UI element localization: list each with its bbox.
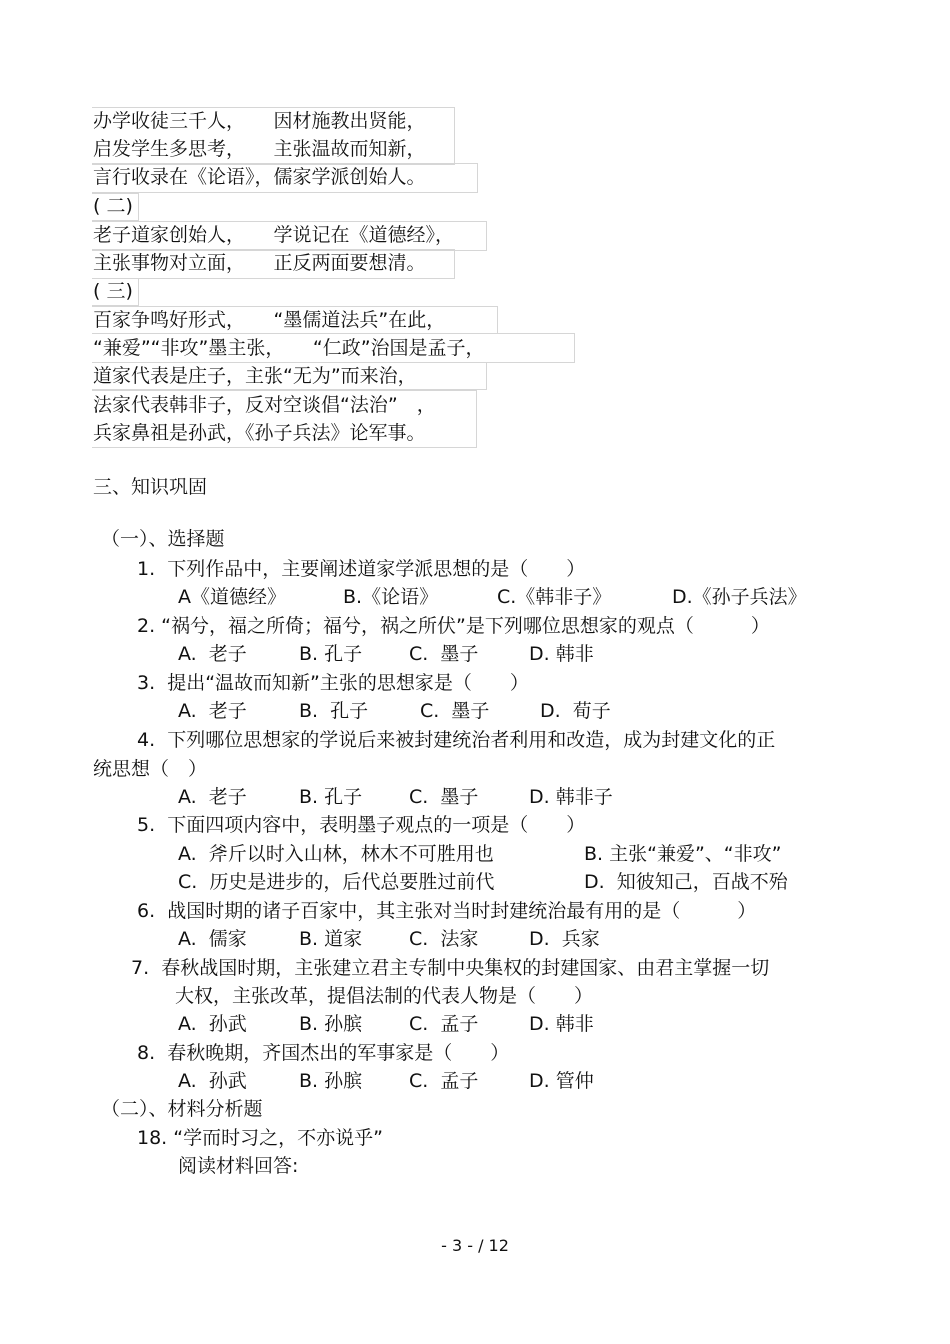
option-d: D. 知彼知己，百战不殆 (584, 871, 788, 893)
question-5: 5. 下面四项内容中，表明墨子观点的一项是（ ） (137, 814, 586, 836)
poem-line: 兵家鼻祖是孙武，《孙子兵法》论军事。 (93, 422, 426, 444)
option-a: A. 孙武 (178, 1013, 247, 1035)
question-7: 7. 春秋战国时期，主张建立君主专制中央集权的封建国家、由君主掌握一切 (131, 957, 770, 979)
option-c: C. 孟子 (409, 1070, 479, 1092)
option-a: A. 老子 (178, 700, 247, 722)
question-3: 3. 提出“温故而知新”主张的思想家是（ ） (137, 672, 529, 694)
poem-line: 启发学生多思考， 主张温故而知新， (93, 138, 426, 160)
option-c: C. 法家 (409, 928, 479, 950)
question-6: 6. 战国时期的诸子百家中，其主张对当时封建统治最有用的是（ ） (137, 900, 757, 922)
poem-line: 言行收录在《论语》，儒家学派创始人。 (93, 166, 426, 188)
option-a: A. 儒家 (178, 928, 247, 950)
poem-line: “兼爱”“非攻”墨主张， “仁政”治国是孟子， (93, 337, 485, 359)
option-b: B. 孔子 (299, 700, 369, 722)
option-a: A. 老子 (178, 786, 247, 808)
poem-line: 主张事物对立面， 正反两面要想清。 (93, 252, 426, 274)
option-a: A. 孙武 (178, 1070, 247, 1092)
option-d: D. 韩非 (529, 1013, 594, 1035)
option-c: C. 墨子 (409, 786, 479, 808)
option-b: B. 主张“兼爱”、“非攻” (584, 843, 782, 865)
option-a: A. 斧斤以时入山林，林木不可胜用也 (178, 843, 494, 865)
option-b: B. 孙膑 (299, 1070, 363, 1092)
material-title: （二）、材料分析题 (101, 1098, 263, 1120)
option-c: C. 历史是进步的，后代总要胜过前代 (178, 871, 495, 893)
poem-line: 老子道家创始人， 学说记在《道德经》， (93, 224, 455, 246)
page-number: - 3 - / 12 (441, 1236, 509, 1255)
option-d: D. 荀子 (540, 700, 611, 722)
poem-line: 法家代表韩非子，反对空谈倡“法治” ， (93, 394, 436, 416)
option-b: B. 孔子 (299, 786, 363, 808)
option-c: C. 墨子 (420, 700, 490, 722)
section-title: 三、知识巩固 (93, 476, 208, 498)
question-2: 2. “祸兮，福之所倚；福兮，祸之所伏”是下列哪位思想家的观点（ ） (137, 615, 770, 637)
option-b: B.《论语》 (343, 586, 439, 608)
poem-line: 道家代表是庄子，主张“无为”而来治， (93, 365, 417, 387)
poem-line: 办学收徒三千人， 因材施教出贤能， (93, 110, 426, 132)
option-b: B. 道家 (299, 928, 363, 950)
option-d: D. 韩非子 (529, 786, 613, 808)
question-1: 1. 下列作品中，主要阐述道家学派思想的是（ ） (137, 558, 586, 580)
poem-heading: ( 三) (93, 280, 133, 302)
question-18-sub: 阅读材料回答: (178, 1155, 299, 1177)
question-8: 8. 春秋晚期，齐国杰出的军事家是（ ） (137, 1042, 510, 1064)
option-a: A《道德经》 (178, 586, 286, 608)
option-b: B. 孙膑 (299, 1013, 363, 1035)
option-a: A. 老子 (178, 643, 247, 665)
option-c: C. 孟子 (409, 1013, 479, 1035)
question-18: 18. “学而时习之，不亦说乎” (137, 1127, 383, 1149)
option-c: C.《韩非子》 (497, 586, 612, 608)
question-4: 4. 下列哪位思想家的学说后来被封建统治者利用和改造，成为封建文化的正 (137, 729, 776, 751)
option-d: D. 管仲 (529, 1070, 594, 1092)
choice-title: （一）、选择题 (101, 528, 225, 550)
option-b: B. 孔子 (299, 643, 363, 665)
question-7-cont: 大权，主张改革，提倡法制的代表人物是（ ） (175, 985, 594, 1007)
poem-heading: ( 二) (93, 195, 133, 217)
option-d: D.《孙子兵法》 (672, 586, 807, 608)
option-d: D. 兵家 (529, 928, 600, 950)
question-4-cont: 统思想（ ） (93, 758, 208, 780)
option-d: D. 韩非 (529, 643, 594, 665)
option-c: C. 墨子 (409, 643, 479, 665)
poem-line: 百家争鸣好形式， “墨儒道法兵”在此， (93, 309, 446, 331)
